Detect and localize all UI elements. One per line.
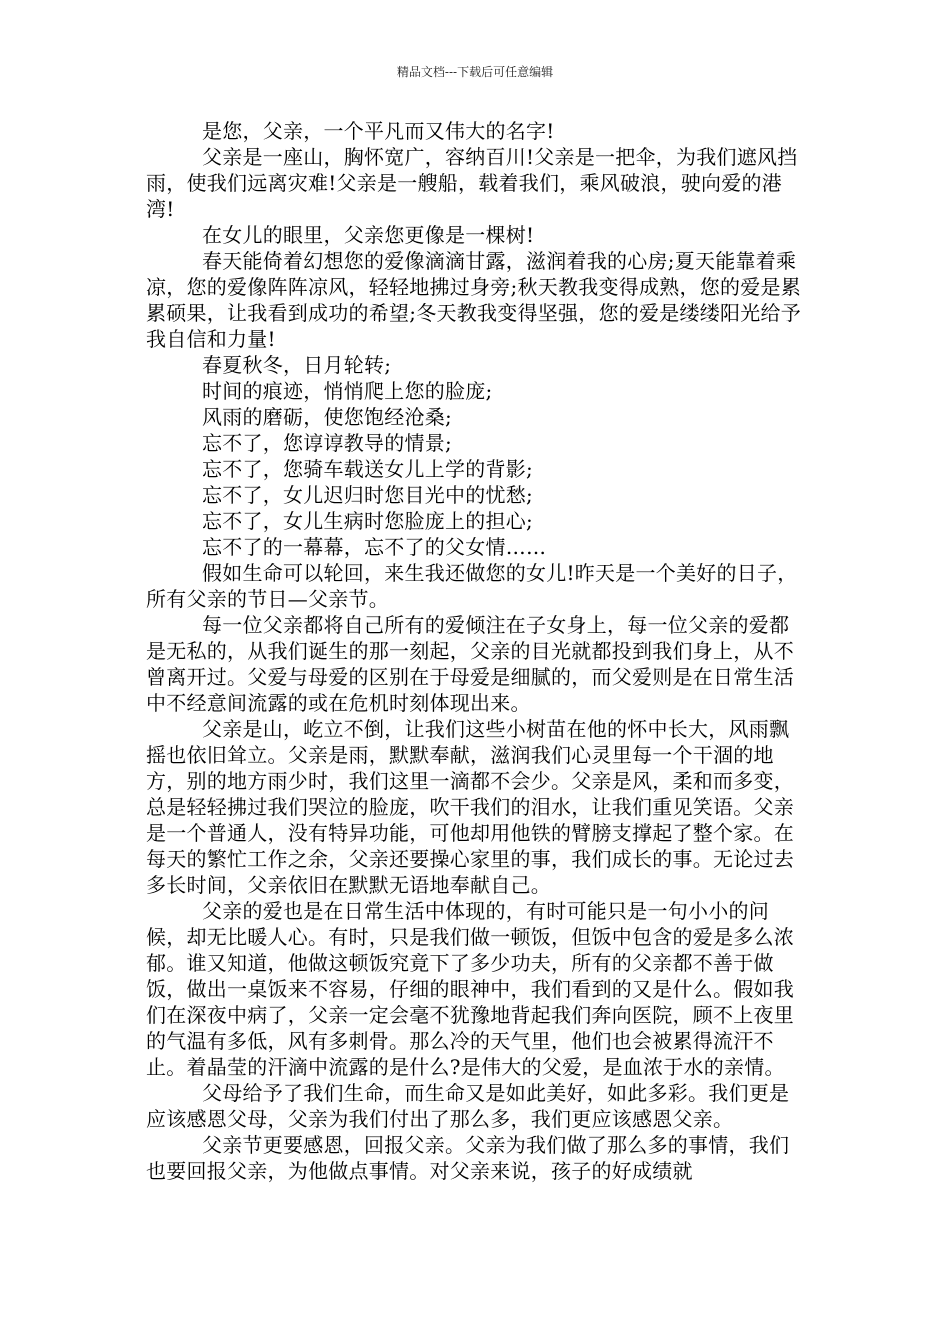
- paragraph: 是您，父亲，一个平凡而又伟大的名字!: [202, 119, 555, 143]
- paragraph: 假如生命可以轮回，来生我还做您的女儿!昨天是一个美好的日子，所有父亲的节日—父亲节。: [146, 561, 798, 611]
- verse-line: 风雨的磨砺，使您饱经沧桑;: [202, 405, 452, 429]
- page-header: 精品文档---下载后可任意编辑: [396, 65, 554, 79]
- verse-line: 忘不了，您谆谆教导的情景;: [202, 431, 452, 455]
- verse-line: 时间的痕迹，悄悄爬上您的脸庞;: [202, 379, 493, 403]
- paragraph: 父亲是一座山，胸怀宽广，容纳百川!父亲是一把伞，为我们遮风挡雨，使我们远离灾难!父亲是一艘船，载着我们，乘风破浪，驶向爱的港湾!: [146, 145, 798, 221]
- verse-line: 忘不了的一幕幕，忘不了的父女情……: [202, 535, 547, 559]
- verse-line: 忘不了，您骑车载送女儿上学的背影;: [202, 457, 533, 481]
- verse-line: 春夏秋冬，日月轮转;: [202, 353, 392, 377]
- document-body: [146, 118, 808, 1184]
- paragraph: 每一位父亲都将自己所有的爱倾注在子女身上，每一位父亲的爱都是无私的，从我们诞生的那一刻起，父亲的目光就都投到我们身上，从不曾离开过。父爱与母爱的区别在于母爱是细腻的，而父爱则是在日常生活中不经意间流露的或在危机时刻体现出来。: [146, 613, 794, 715]
- verse-line: 忘不了，女儿迟归时您目光中的忧愁;: [202, 483, 533, 507]
- paragraph: 父亲是山，屹立不倒，让我们这些小树苗在他的怀中长大，风雨飘摇也依旧耸立。父亲是雨，默默奉献，滋润我们心灵里每一个干涸的地方，别的地方雨少时，我们这里一滴都不会少。父亲是风，柔和而多变，总是轻轻拂过我们哭泣的脸庞，吹干我们的泪水，让我们重见笑语。父亲是一个普通人，没有特异功能，可他却用他铁的臂膀支撑起了整个家。在每天的繁忙工作之余，父亲还要操心家里的事，我们成长的事。无论过去多长时间，父亲依旧在默默无语地奉献自己。: [146, 717, 794, 897]
- paragraph: 父亲的爱也是在日常生活中体现的，有时可能只是一句小小的问候，却无比暖人心。有时，只是我们做一顿饭，但饭中包含的爱是多么浓郁。谁又知道，他做这顿饭究竟下了多少功夫，所有的父亲都不善于做饭，做出一桌饭来不容易，仔细的眼神中，我们看到的又是什么。假如我们在深夜中病了，父亲一定会毫不犹豫地背起我们奔向医院，顾不上夜里的气温有多低，风有多刺骨。那么冷的天气里，他们也会被累得流汗不止。着晶莹的汗滴中流露的是什么?是伟大的父爱，是血浓于水的亲情。: [146, 899, 794, 1079]
- paragraph: 在女儿的眼里，父亲您更像是一棵树!: [202, 223, 535, 247]
- verse-line: 忘不了，女儿生病时您脸庞上的担心;: [202, 509, 533, 533]
- paragraph: 父母给予了我们生命，而生命又是如此美好，如此多彩。我们更是应该感恩父母，父亲为我们付出了那么多，我们更应该感恩父亲。: [146, 1081, 790, 1131]
- paragraph: 父亲节更要感恩，回报父亲。父亲为我们做了那么多的事情，我们也要回报父亲，为他做点事情。对父亲来说，孩子的好成绩就: [146, 1133, 790, 1183]
- paragraph: 春天能倚着幻想您的爱像滴滴甘露，滋润着我的心房;夏天能靠着乘凉，您的爱像阵阵凉风，轻轻地拂过身旁;秋天教我变得成熟，您的爱是累累硕果，让我看到成功的希望;冬天教我变得坚强，您的爱是缕缕阳光给予我自信和力量!: [146, 249, 801, 351]
